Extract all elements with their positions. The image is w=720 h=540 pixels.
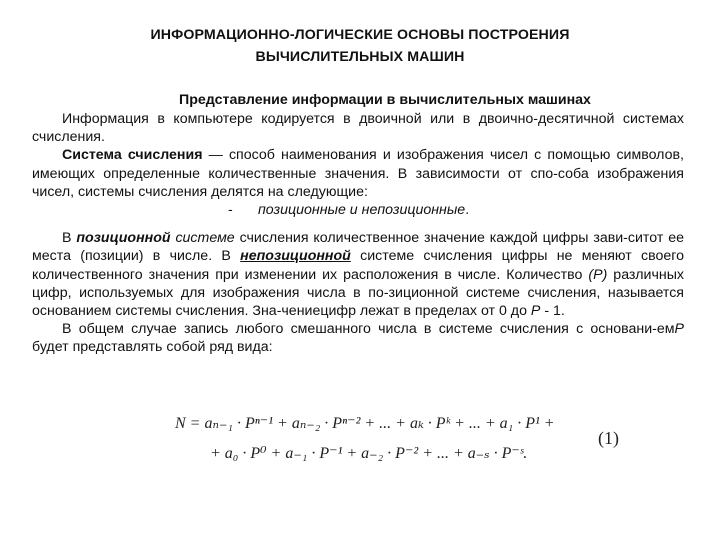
paragraph-3: [32, 229, 684, 320]
var-p-3: Р: [674, 321, 684, 338]
p3-text-e: различных цифр, используемых для изображения числа в по-зиционной системе счисления, называется основанием системы счисления. Зна-чениецифр лежат в пределах от 0 до: [32, 266, 684, 320]
p3-text-c: счисления количественное значение каждой цифры зави-ситот ее места (позиции) в числе. В: [32, 230, 684, 265]
paragraph-2-text: — способ наименования и изображения чисел с помощью символов, имеющих определенные количественные значения. В зависимости от спо-соба изображения чисел, системы счисления делятся на следующие:: [32, 147, 684, 200]
dash-item-text: позиционные и непозиционные: [258, 202, 466, 219]
formula-line-1: N = aₙ₋₁ · Pⁿ⁻¹ + aₙ₋₂ · Pⁿ⁻² + ... + aₖ · Pᵏ + ... + a₁ · P¹ +: [175, 415, 555, 432]
p3-text-f: - 1.: [540, 303, 565, 320]
formula-line-2: + a₀ · P⁰ + a₋₁ · P⁻¹ + a₋₂ · P⁻² + ... + a₋ₛ · P⁻ˢ.: [210, 445, 528, 462]
formula-number: (1): [598, 428, 619, 448]
page-title-line-2: ВЫЧИСЛИТЕЛЬНЫХ МАШИН: [255, 49, 465, 65]
term-system: системе: [175, 230, 235, 247]
dash-list-item: [32, 201, 684, 219]
var-p-2: Р: [530, 303, 541, 320]
p4-text-a: В общем случае запись любого смешанного числа в системе счисления с основани-ем: [62, 321, 675, 338]
p3-text-d: системе счисления цифры не меняют своего количественного значения при изменении их расположения в числе. Количество: [32, 248, 685, 283]
term-number-system: Система счисления: [62, 147, 203, 164]
formula-block: [0, 398, 720, 478]
p4-text-b: будет представлять собой ряд вида:: [32, 339, 273, 356]
section-title: Представление информации в вычислительных машинах: [179, 92, 591, 108]
term-nonpositional: непозиционной: [240, 248, 351, 265]
formula-svg: [0, 398, 720, 478]
paragraph-4: [32, 320, 684, 356]
page-title-line-1: ИНФОРМАЦИОННО-ЛОГИЧЕСКИЕ ОСНОВЫ ПОСТРОЕНИЯ: [150, 27, 570, 43]
page-title: [40, 24, 680, 68]
document-body: [32, 110, 684, 357]
p3-text-a: В: [62, 230, 77, 247]
dash-mark: -: [228, 202, 233, 219]
dash-item-end: .: [465, 202, 470, 219]
paragraph-2: [32, 146, 684, 201]
paragraph-1: Информация в компьютере кодируется в двоичной или в двоично-десятичной системах счисления.: [32, 111, 684, 146]
term-positional: позиционной: [76, 230, 171, 247]
var-p: (Р): [588, 266, 608, 283]
